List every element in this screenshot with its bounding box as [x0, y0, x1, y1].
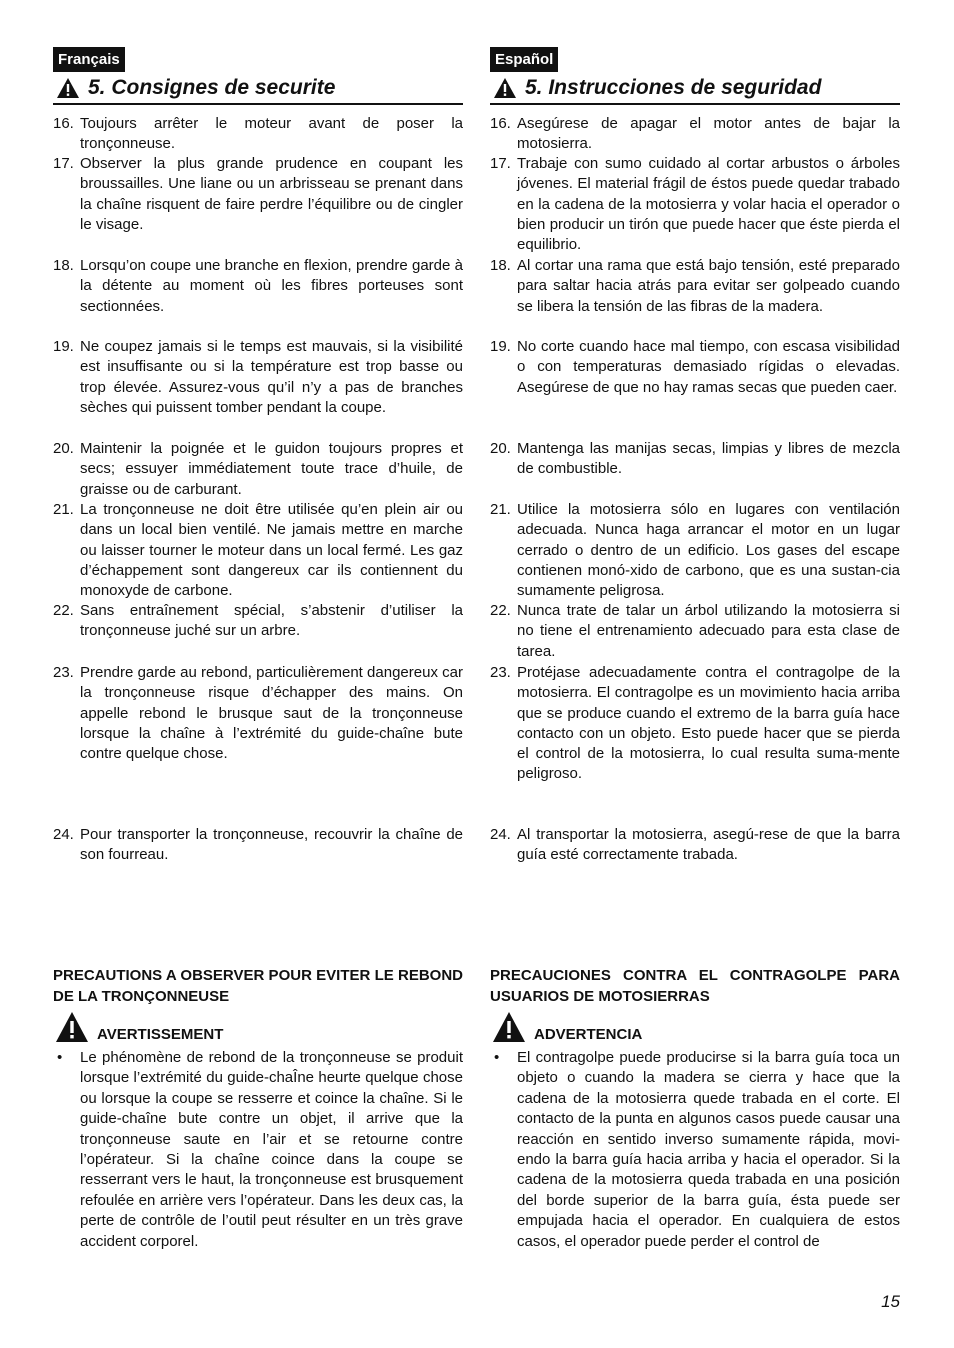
list-item: 22. Sans entraînement spécial, s’abstenir d’utiliser la tronçonneuse juché sur un arbre. — [53, 602, 463, 640]
list-item: 23. Prendre garde au rebond, particulièrement dangereux car la tronçonneuse risque d’échapper des mains. On appelle rebond le brusque saut de la tronçonneuse lorsque la chaîne à l’extrémité du guide-chaîne bute contre quelque chose. — [53, 664, 463, 763]
list-item: 18. Lorsqu’on coupe une branche en flexion, prendre garde à la détente au moment où les fibres porteuses sont sectionnées. — [53, 257, 463, 315]
list-item: 20. Mantenga las manijas secas, limpias y libres de mezcla de combustible. — [490, 440, 900, 478]
list-item: 16. Toujours arrêter le moteur avant de poser la tronçonneuse. — [53, 115, 463, 153]
list-item: 16. Asegúrese de apagar el motor antes de bajar la motosierra. — [490, 115, 900, 153]
bullet-symbol: • — [494, 1049, 500, 1066]
warning-icon — [55, 1011, 89, 1043]
list-item: 17. Observer la plus grande prudence en coupant les broussailles. Une liane ou un arbrisseau se prenant dans la chaîne risquent de faire perdre l’équilibre ou de cingler le visage. — [53, 155, 463, 233]
warning-icon — [492, 1011, 526, 1043]
list-item: 18. Al cortar una rama que está bajo tensión, esté preparado para saltar hacia atrás para evitar ser golpeado cuando se libera la tensión de las fibras de la madera. — [490, 257, 900, 315]
section-title: 5. Consignes de securite — [88, 76, 336, 99]
section-heading-french — [53, 73, 463, 105]
warning-icon — [493, 77, 517, 99]
bullet-paragraph-french: • Le phénomène de rebond de la tronçonneuse se produit lorsque l’extrémité du guide-chaÎne heurte quelque chose ou lorsque la coupe se resserre et coince la chaîne. Si le guide-chaîne bute contre un objet, il arrive que la tronçonneuse saute en l’air et se retourne contre l’opérateur. Si la chaîne coince dans la coupe se resserrant vers le haut, la tronçonneuse est brusquement refoulée en arrière vers l’opérateur. Dans les deux cas, la perte de contrôle de l’outil peut résulter en un très grave accident corporel. — [57, 1049, 463, 1250]
list-item: 17. Trabaje con sumo cuidado al cortar arbustos o árboles jóvenes. El material frágil de éstos puede quedar trabado en la cadena de la motosierra y volar hacia el operador o bien producir un tirón que puede hacer que éste pierda el equilibrio. — [490, 155, 900, 254]
page-number: 15 — [881, 1292, 900, 1311]
list-item: 23. Protéjase adecuadamente contra el contragolpe de la motosierra. El contragolpe es un movimiento hacia arriba que se produce cuando el extremo de la barra guía hace contacto con un objeto. Esto puede hacer que se pierda el control de la motosierra, lo cual resulta suma-mente peligroso. — [490, 664, 900, 783]
language-tab-french: Français — [53, 47, 125, 72]
list-item: 21. La tronçonneuse ne doit être utilisée qu’en plein air ou dans un local bien ventilé. Ne jamais mettre en marche ou laisser tourner le moteur dans un local fermé. Les gaz d’échappement sont dangereux car ils contiennent du monoxyde de carbone. — [53, 501, 463, 600]
list-item: 22. Nunca trate de talar un árbol utilizando la motosierra si no tiene el entrenamiento adecuado para esta clase de tarea. — [490, 602, 900, 660]
warning-icon — [56, 77, 80, 99]
precaution-title-french: PRECAUTIONS A OBSERVER POUR EVITER LE REBOND DE LA TRONÇONNEUSE — [53, 967, 463, 1005]
list-item: 21. Utilice la motosierra sólo en lugares con ventilación adecuada. Nunca haga arrancar el motor en un lugar cerrado o dentro de un edificio. Los gases del escape contienen monó-xido de carbono, que es una sustan-cia sumamente peligrosa. — [490, 501, 900, 600]
bullet-paragraph-spanish: • El contragolpe puede producirse si la barra guía toca un objeto o cuando la madera se cierra y hace que la cadena de la motosierra quede trabada en el corte. El contacto de la punta en algunos casos puede causar una reacción en sentido inverso sumamente rápida, movi-endo la barra guía hacia arriba y hacia el operador. Si la cadena de la motosierra queda trabada en una posición del borde superior de la barra guía, ésta puede ser empujada hacia el operador. En cualquiera de estos casos, el operador puede perder el control de — [494, 1049, 900, 1250]
list-item: 19. No corte cuando hace mal tiempo, con escasa visibilidad o con temperaturas demasiado rígidas o elevadas. Asegúrese de que no hay ramas secas que pueden caer. — [490, 338, 900, 396]
section-heading-spanish — [490, 73, 900, 105]
list-item: 20. Maintenir la poignée et le guidon toujours propres et secs; essuyer immédiatement toute trace d’huile, de graisse ou de carburant. — [53, 440, 463, 498]
section-title: 5. Instrucciones de seguridad — [525, 76, 822, 99]
list-item: 24. Al transportar la motosierra, asegú-rese de que la barra guía esté correctamente trabada. — [490, 826, 900, 864]
warning-label: AVERTISSEMENT — [97, 1026, 224, 1043]
bullet-symbol: • — [57, 1049, 63, 1066]
warning-block-spanish — [492, 1011, 642, 1043]
language-tab-spanish: Español — [490, 47, 558, 72]
precaution-title-spanish: PRECAUCIONES CONTRA EL CONTRAGOLPE PARA USUARIOS DE MOTOSIERRAS — [490, 967, 900, 1005]
warning-label: ADVERTENCIA — [534, 1026, 643, 1043]
list-item: 24. Pour transporter la tronçonneuse, recouvrir la chaîne de son fourreau. — [53, 826, 463, 864]
list-item: 19. Ne coupez jamais si le temps est mauvais, si la visibilité est insuffisante ou si la température est trop basse ou trop élevée. Assurez-vous qu’il n’y a pas de branches sèches qui puissent tomber pendant la coupe. — [53, 338, 463, 416]
warning-block-french — [55, 1011, 223, 1043]
